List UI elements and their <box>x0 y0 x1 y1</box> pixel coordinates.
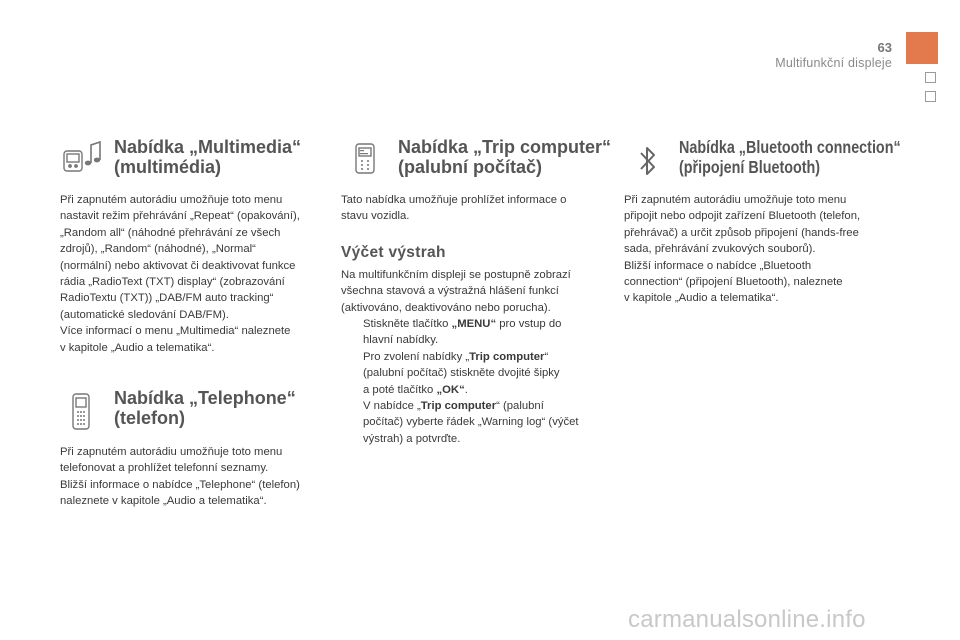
warning-log-para: Na multifunkčním displeji se postupně zobrazí všechna stavová a výstražná hlášení funkcí (aktivováno, deaktivováno nebo porucha). <box>341 269 571 314</box>
nav-square-2 <box>925 91 936 102</box>
step-2: Pro zvolení nabídky „Trip computer“ (palubní počítač) stiskněte dvojité šipky a poté tlačítko „OK“. <box>363 350 560 396</box>
multimedia-body: Při zapnutém autorádiu umožňuje toto menu nastavit režim přehrávání „Repeat“ (opakování), „Random all“ (náhodné přehrávání ze všech zdrojů), „Random“ (náhodné), „Normal“ (normální) nebo aktivovat či deaktivovat funkce rádia „RadioText (TXT) display“ (zobrazování RadioTextu (TXT)) „DAB/FM auto tracking“ (automatické sledování DAB/FM). Více informací o menu „Multimedia“ naleznete v kapitole „Audio a telematika“. <box>60 194 300 354</box>
telephone-body: Při zapnutém autorádiu umožňuje toto menu telefonovat a prohlížet telefonní seznamy. Bližší informace o nabídce „Telephone“ (telefon) naleznete v kapitole „Audio a telematika“. <box>60 446 300 508</box>
page-number: 63 <box>877 40 892 55</box>
telephone-title: Nabídka „Telephone“ (telefon) <box>114 388 296 428</box>
warning-log-steps <box>341 316 579 447</box>
warning-log-heading: Výčet výstrah <box>341 244 446 261</box>
bluetooth-icon <box>638 143 658 179</box>
music-note-phone-icon <box>62 139 102 177</box>
trip-computer-intro: Tato nabídka umožňuje prohlížet informace o stavu vozidla. <box>341 194 567 223</box>
watermark: carmanualsonline.info <box>628 606 866 633</box>
mobile-phone-icon <box>71 392 93 432</box>
chapter-tab <box>906 32 938 64</box>
multimedia-title: Nabídka „Multimedia“ (multimédia) <box>114 137 302 177</box>
trip-computer-icon <box>354 142 378 176</box>
nav-square-1 <box>925 72 936 83</box>
bluetooth-body: Při zapnutém autorádiu umožňuje toto menu připojit nebo odpojit zařízení Bluetooth (telefon, přehrávač) a určit způsob připojení (hands-free sada, přehrávání zvukových souborů). Bližší informace o nabídce „Bluetooth connection“ (připojení Bluetooth), naleznete v kapitole „Audio a telematika“. <box>624 194 861 305</box>
bluetooth-title: Nabídka „Bluetooth connection“ (připojení Bluetooth) <box>679 137 901 177</box>
step-1: Stiskněte tlačítko „MENU“ pro vstup do hlavní nabídky. <box>363 318 562 347</box>
step-3: V nabídce „Trip computer“ (palubní počítač) vyberte řádek „Warning log“ (výčet výstrah) a potvrďte. <box>363 400 579 445</box>
section-title: Multifunkční displeje <box>775 56 892 70</box>
trip-computer-title: Nabídka „Trip computer“ (palubní počítač) <box>398 137 612 177</box>
